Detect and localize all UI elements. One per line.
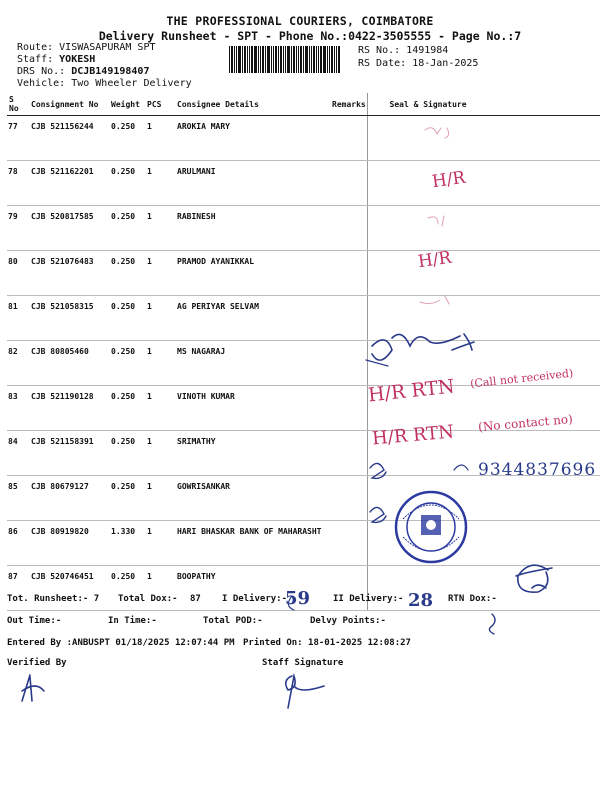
handwritten-phone-row85: 9344837696: [478, 460, 597, 480]
row-pcs: 1: [145, 161, 175, 206]
staff-label: Staff:: [17, 54, 54, 65]
row-consignee: MS NAGARAJ: [175, 341, 330, 386]
row-consignee: VINOTH KUMAR: [175, 386, 330, 431]
handwritten-note-row84: (No contact no): [477, 411, 574, 435]
row-weight: 0.250: [109, 296, 145, 341]
row-pcs: 1: [145, 566, 175, 611]
row-sno: 85: [7, 476, 29, 521]
row-pcs: 1: [145, 521, 175, 566]
i-delivery-label: I Delivery:-: [222, 594, 288, 604]
row-pcs: 1: [145, 116, 175, 161]
row-weight: 0.250: [109, 431, 145, 476]
rs-date-value: 18-Jan-2025: [412, 58, 479, 69]
col-sno: S No: [7, 93, 29, 116]
row-pcs: 1: [145, 476, 175, 521]
verified-by-label: Verified By: [7, 658, 67, 668]
row-weight: 0.250: [109, 161, 145, 206]
row-consignee: AROKIA MARY: [175, 116, 330, 161]
col-weight: Weight: [109, 93, 145, 116]
rs-date-label: RS Date:: [358, 58, 407, 69]
row-consignee: SRIMATHY: [175, 431, 330, 476]
vehicle-label: Vehicle:: [17, 78, 66, 89]
rs-no-value: 1491984: [406, 45, 449, 56]
company-title: THE PROFESSIONAL COURIERS, COIMBATORE: [166, 14, 434, 28]
row-consignment: CJB 521190128: [29, 386, 109, 431]
col-seal-signature: Seal & Signature: [367, 93, 600, 116]
entered-by: Entered By :ANBUSPT 01/18/2025 12:07:44 PM: [7, 638, 235, 648]
vehicle-value: Two Wheeler Delivery: [71, 78, 192, 89]
row-sno: 81: [7, 296, 29, 341]
row-sno: 80: [7, 251, 29, 296]
row-consignment: CJB 521162201: [29, 161, 109, 206]
row-consignment: CJB 521156244: [29, 116, 109, 161]
ii-delivery-value: 28: [408, 590, 434, 611]
tot-runsheet: Tot. Runsheet:- 7: [7, 594, 100, 604]
col-consignment: Consignment No: [29, 93, 109, 116]
row-consignment: CJB 521076483: [29, 251, 109, 296]
row-pcs: 1: [145, 251, 175, 296]
row-sno: 87: [7, 566, 29, 611]
row-weight: 0.250: [109, 476, 145, 521]
i-delivery-value: 59: [285, 588, 311, 609]
row-pcs: 1: [145, 296, 175, 341]
row-consignment: CJB 521058315: [29, 296, 109, 341]
row-weight: 0.250: [109, 386, 145, 431]
handwritten-hr-rtn-row83: H/R RTN: [367, 375, 456, 407]
handwritten-note-row83: (Call not received): [469, 366, 574, 391]
row-weight: 0.250: [109, 566, 145, 611]
runsheet-subtitle: Delivery Runsheet - SPT - Phone No.:0422-3505555 - Page No.:7: [98, 29, 522, 43]
handwritten-hr-rtn-row84: H/R RTN: [371, 421, 455, 450]
delvy-points-label: Delvy Points:-: [310, 616, 386, 626]
row-sno: 86: [7, 521, 29, 566]
row-consignee: ARULMANI: [175, 161, 330, 206]
row-consignment: CJB 520746451: [29, 566, 109, 611]
bank-stamp: [393, 489, 469, 565]
rs-no-label: RS No.:: [358, 45, 401, 56]
row-consignee: AG PERIYAR SELVAM: [175, 296, 330, 341]
ii-delivery-label: II Delivery:-: [333, 594, 404, 604]
total-dox-label: Total Dox:-: [118, 594, 178, 604]
drs-value: DCJB149198407: [71, 66, 150, 77]
handwritten-hr-row78: H/R: [430, 167, 467, 193]
row-consignee: GOWRISANKAR: [175, 476, 330, 521]
drs-label: DRS No.:: [17, 66, 66, 77]
row-consignment: CJB 80919820: [29, 521, 109, 566]
in-time-label: In Time:-: [108, 616, 157, 626]
row-consignee: RABINESH: [175, 206, 330, 251]
col-consignee: Consignee Details: [175, 93, 330, 116]
row-consignment: CJB 80805460: [29, 341, 109, 386]
row-sno: 82: [7, 341, 29, 386]
row-consignee: PRAMOD AYANIKKAL: [175, 251, 330, 296]
row-pcs: 1: [145, 386, 175, 431]
row-sno: 78: [7, 161, 29, 206]
route-label: Route:: [17, 42, 54, 53]
row-pcs: 1: [145, 341, 175, 386]
printed-on: Printed On: 18-01-2025 12:08:27: [243, 638, 411, 648]
row-consignee: HARI BHASKAR BANK OF MAHARASHT: [175, 521, 330, 566]
staff-signature-label: Staff Signature: [262, 658, 344, 668]
row-consignment: CJB 521158391: [29, 431, 109, 476]
row-weight: 0.250: [109, 341, 145, 386]
row-consignment: CJB 80679127: [29, 476, 109, 521]
handwritten-hr-row80: H/R: [416, 247, 453, 273]
row-sno: 84: [7, 431, 29, 476]
row-weight: 0.250: [109, 251, 145, 296]
total-dox-value: 87: [190, 594, 201, 604]
row-sno: 79: [7, 206, 29, 251]
staff-value: YOKESH: [59, 54, 96, 65]
col-pcs: PCS: [145, 93, 175, 116]
row-pcs: 1: [145, 431, 175, 476]
out-time-label: Out Time:-: [7, 616, 62, 626]
row-sno: 77: [7, 116, 29, 161]
row-pcs: 1: [145, 206, 175, 251]
row-consignee: BOOPATHY: [175, 566, 330, 611]
route-value: VISWASAPURAM SPT: [59, 42, 156, 53]
rtn-dox-label: RTN Dox:-: [448, 594, 497, 604]
row-weight: 1.330: [109, 521, 145, 566]
row-consignment: CJB 520817585: [29, 206, 109, 251]
row-weight: 0.250: [109, 116, 145, 161]
total-pod-label: Total POD:-: [203, 616, 263, 626]
row-sno: 83: [7, 386, 29, 431]
row-weight: 0.250: [109, 206, 145, 251]
col-remarks: Remarks: [330, 93, 367, 116]
